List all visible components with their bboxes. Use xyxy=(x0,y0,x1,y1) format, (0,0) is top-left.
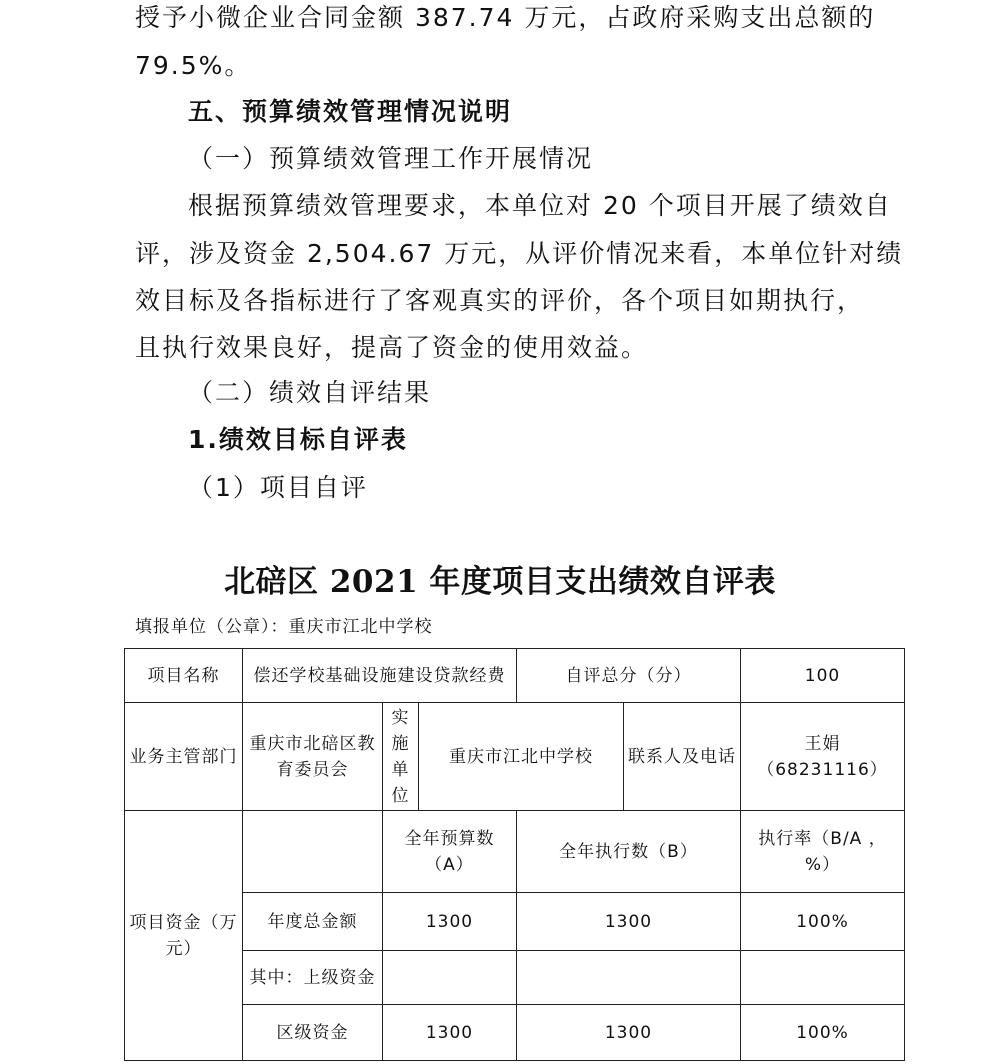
contact-value xyxy=(741,703,905,811)
section-heading: 五、预算绩效管理情况说明 xyxy=(188,97,513,126)
self-evaluation-table xyxy=(124,648,905,1061)
project-name-label: 项目名称 xyxy=(125,649,243,703)
dept-label: 业务主管部门 xyxy=(125,703,243,811)
exec-header: 全年执行数（B） xyxy=(517,811,741,893)
budget-header: 全年预算数（A） xyxy=(383,811,517,893)
row-label: 其中：上级资金 xyxy=(243,951,383,1005)
header-blank xyxy=(243,811,383,893)
budget-cell: 1300 xyxy=(383,893,517,951)
row-label: 区级资金 xyxy=(243,1005,383,1061)
body-line: 根据预算绩效管理要求，本单位对 20 个项目开展了绩效自 xyxy=(188,191,892,220)
body-line: 授予小微企业合同金额 387.74 万元，占政府采购支出总额的 xyxy=(135,3,876,32)
subsection-heading: （一）预算绩效管理工作开展情况 xyxy=(188,144,594,173)
impl-unit-label: 实 施 单 位 xyxy=(383,703,419,811)
exec-cell: 1300 xyxy=(517,893,741,951)
project-name: 偿还学校基础设施建设贷款经费 xyxy=(243,649,517,703)
item-heading: 1.绩效目标自评表 xyxy=(188,425,408,454)
table-title: 北碚区 2021 年度项目支出绩效自评表 xyxy=(224,564,776,600)
body-line: 且执行效果良好，提高了资金的使用效益。 xyxy=(135,333,649,362)
contact-name: 王娟 xyxy=(804,733,841,754)
subsection-heading: （二）绩效自评结果 xyxy=(188,378,432,407)
exec-cell xyxy=(517,951,741,1005)
exec-cell: 1300 xyxy=(517,1005,741,1061)
filler-unit: 填报单位（公章）：重庆市江北中学校 xyxy=(135,617,433,637)
contact-phone: （68231116） xyxy=(757,759,888,780)
budget-cell xyxy=(383,951,517,1005)
score-label: 自评总分（分） xyxy=(517,649,741,703)
body-line: 评，涉及资金 2,504.67 万元，从评价情况来看，本单位针对绩 xyxy=(135,239,904,268)
contact-label: 联系人及电话 xyxy=(624,703,741,811)
rate-header: 执行率（B/A ，%） xyxy=(741,811,905,893)
budget-cell: 1300 xyxy=(383,1005,517,1061)
body-line: 79.5%。 xyxy=(135,51,252,80)
funds-label: 项目资金（万元） xyxy=(125,811,243,1061)
rate-cell: 100% xyxy=(741,893,905,951)
item-subheading: （1）项目自评 xyxy=(188,473,368,502)
impl-unit-value: 重庆市江北中学校 xyxy=(419,703,624,811)
rate-cell xyxy=(741,951,905,1005)
row-label: 年度总金额 xyxy=(243,893,383,951)
body-line: 效目标及各指标进行了客观真实的评价，各个项目如期执行， xyxy=(135,286,865,315)
score-value: 100 xyxy=(741,649,905,703)
dept-value: 重庆市北碚区教育委员会 xyxy=(243,703,383,811)
rate-cell: 100% xyxy=(741,1005,905,1061)
